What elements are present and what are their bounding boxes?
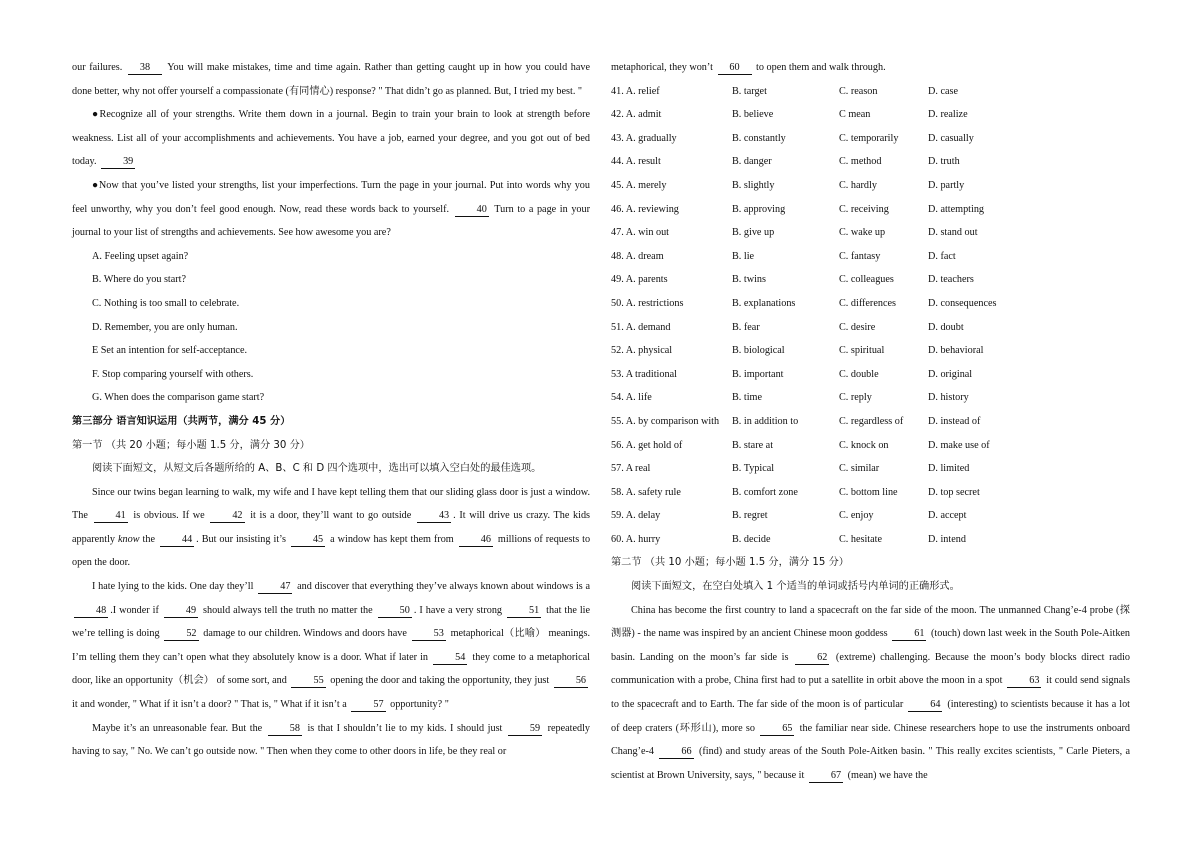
text: a window has kept them from (330, 533, 454, 545)
section1-heading: 第一节 （共 20 小题；每小题 1.5 分，满分 30 分） (72, 439, 310, 451)
option-cell: 45. A. merely (611, 179, 667, 191)
option-cell: 46. A. reviewing (611, 203, 679, 215)
option-cell: B. comfort zone (732, 486, 798, 498)
question-row (611, 481, 1130, 505)
option-c: C. Nothing is too small to celebrate. (92, 297, 240, 309)
text: our failures. (72, 62, 123, 73)
option-cell: C. spiritual (839, 345, 885, 357)
question-row (611, 386, 1130, 410)
text: the familiar near side. Chinese researchers hope to use the instruments onboard Chang’e-4 (611, 722, 1131, 758)
text: millions of requests to open the door. (72, 533, 591, 569)
text: metaphorical, they won’t (611, 62, 713, 73)
blank-57: 57 (351, 699, 385, 712)
option-cell: 59. A. delay (611, 510, 661, 522)
passage-paragraph-2 (72, 575, 590, 717)
text: I hate lying to the kids. One day they’ll (92, 581, 254, 593)
text: .I wonder if (110, 604, 159, 616)
option-cell: D. consequences (928, 297, 997, 309)
option-cell: 43. A. gradually (611, 132, 677, 144)
blank-47: 47 (258, 581, 292, 594)
option-cell: 44. A. result (611, 156, 661, 168)
blank-63: 63 (1007, 675, 1041, 688)
blank-51: 51 (507, 605, 541, 618)
blank-62: 62 (795, 652, 829, 665)
blank-52: 52 (164, 628, 198, 641)
blank-41: 41 (94, 510, 128, 523)
left-column (72, 56, 590, 764)
question-options-list (611, 80, 1130, 552)
text: metaphorical（比喻） meanings. I’m telling them they can’t open what they absolutely know is a door. What if later in (72, 628, 591, 663)
text: ●Recognize all of your strengths. Write them down in a journal. Begin to train your brain to look at strength before weakness. List all of your accomplishments and achievements. You have a job, earned your degree, and you got out of bed today. (72, 109, 590, 168)
blank-61: 61 (892, 628, 926, 641)
text: (mean) we have the (847, 769, 928, 781)
option-cell: C. desire (839, 321, 876, 333)
option-cell: D. intend (928, 533, 966, 545)
blank-48: 48 (74, 605, 108, 618)
option-cell: 42. A. admit (611, 109, 662, 121)
text: . But our insisting it’s (196, 533, 286, 545)
blank-67: 67 (809, 770, 843, 783)
option-cell: 55. A. by comparison with (611, 415, 720, 427)
text: (extreme) challenging. Because the moon’s body blocks direct radio communication with a probe, China first had to put a satellite in orbit above the moon in a spot (611, 651, 1131, 687)
paragraph-strengths (72, 103, 590, 174)
option-cell: B. believe (732, 109, 774, 121)
text: the (142, 533, 155, 545)
text: Maybe it’s an unreasonable fear. But the (92, 722, 263, 734)
option-cell: D. stand out (928, 227, 978, 239)
option-cell: C. method (839, 156, 882, 168)
text: (find) and study areas of the South Pole-Aitken basin. " This really excites scientists, " Carle Pieters, a scientist at Brown University, says, " because it (611, 746, 1131, 781)
text: (touch) down last week in the South Pole-Aitken basin. Landing on the moon’s far side is (611, 628, 1131, 663)
option-cell: C. wake up (839, 227, 886, 239)
option-cell: D. fact (928, 250, 956, 262)
question-row (611, 268, 1130, 292)
option-cell: 56. A. get hold of (611, 439, 683, 451)
option-cell: C mean (839, 109, 871, 121)
passage-paragraph-1 (72, 481, 590, 575)
blank-45: 45 (291, 534, 325, 547)
text: ●Now that you’ve listed your strengths, list your imperfections. Turn the page in your journal. Put into words why you feel unworthy, why you don’t feel good enough. Now, read these words back to yourself. (72, 179, 590, 215)
question-row (611, 316, 1130, 340)
question-row (611, 80, 1130, 104)
option-cell: B. fear (732, 321, 760, 333)
text: it and wonder, " What if it isn’t a door? " That is, " What if it isn’t a (72, 699, 347, 711)
option-cell: B. Typical (732, 463, 775, 475)
blank-43: 43 (417, 510, 451, 523)
option-e: E Set an intention for self-acceptance. (92, 345, 248, 357)
option-cell: D. case (928, 85, 958, 97)
option-cell: C. colleagues (839, 274, 894, 286)
text: is that I shouldn’t lie to my kids. I should just (307, 722, 503, 734)
option-cell: D. accept (928, 510, 967, 522)
option-cell: C. differences (839, 297, 896, 309)
option-cell: 58. A. safety rule (611, 486, 681, 498)
text: it is a door, they’ll want to go outside (250, 510, 412, 522)
option-cell: D. doubt (928, 321, 964, 333)
text: damage to our children. Windows and doors have (203, 628, 407, 640)
text: repeatedly having to say, " No. We can’t go outside now. " Then when they come to other doors in life, be they real or (72, 722, 591, 758)
option-cell: C. reason (839, 85, 878, 97)
option-cell: 52. A. physical (611, 345, 673, 357)
option-cell: C. regardless of (839, 415, 904, 427)
blank-44: 44 (160, 534, 194, 547)
option-cell: 60. A. hurry (611, 533, 661, 545)
option-cell: B. constantly (732, 132, 786, 144)
option-cell: B. time (732, 392, 762, 404)
option-b: B. Where do you start? (92, 274, 187, 286)
paragraph-imperfections (72, 174, 590, 245)
text: opportunity? " (390, 699, 449, 711)
text: . It will drive us crazy. The kids apparently (72, 510, 591, 545)
option-cell: C. enjoy (839, 510, 874, 522)
option-cell: D. top secret (928, 486, 980, 498)
question-row (611, 127, 1130, 151)
blank-55: 55 (291, 675, 325, 688)
question-row (611, 410, 1130, 434)
option-cell: 53. A traditional (611, 368, 677, 380)
question-row (611, 339, 1130, 363)
blank-56: 56 (554, 675, 588, 688)
question-row (611, 221, 1130, 245)
option-cell: C. similar (839, 463, 880, 475)
section2-instruction: 阅读下面短文，在空白处填入 1 个适当的单词或括号内单词的正确形式。 (631, 581, 960, 593)
text: opening the door and taking the opportunity, they just (330, 675, 550, 687)
question-row (611, 103, 1130, 127)
text: and discover that everything they’ve always known about windows is a (297, 581, 591, 593)
option-cell: D. attempting (928, 203, 985, 215)
text: Turn to a page in your journal to your list of strengths and achievements. See how awesome you are? (72, 203, 590, 239)
option-cell: D. instead of (928, 415, 981, 427)
text: . I have a very strong (413, 604, 503, 616)
option-cell: B. biological (732, 345, 785, 357)
blank-66: 66 (659, 746, 693, 759)
option-cell: B. danger (732, 156, 772, 168)
text: (interesting) to scientists because it has a lot of deep craters (环形山), more so (611, 699, 1130, 734)
change-passage (611, 599, 1130, 788)
text: that the lie we’re telling is doing (72, 604, 591, 640)
option-cell: B. lie (732, 250, 755, 262)
blank-38: 38 (128, 62, 162, 75)
blank-50: 50 (378, 605, 412, 618)
option-cell: C. reply (839, 392, 872, 404)
blank-49: 49 (164, 605, 198, 618)
question-row (611, 150, 1130, 174)
text: You will make mistakes, time and time again. Rather than getting caught up in how you could have done better, why not offer yourself a compassionate (有同情心) response? " That didn’t go as planned. But, I tried my best. " (72, 62, 591, 97)
option-cell: B. decide (732, 533, 771, 545)
text: should always tell the truth no matter the (203, 604, 373, 616)
question-row (611, 198, 1130, 222)
option-cell: B. give up (732, 227, 775, 239)
option-cell: 51. A. demand (611, 321, 671, 333)
option-g: G. When does the comparison game start? (92, 392, 265, 404)
question-row (611, 504, 1130, 528)
option-cell: B. in addition to (732, 415, 799, 427)
passage-continuation (611, 56, 1130, 80)
text: they come to a metaphorical door, like an opportunity（机会） of some sort, and (72, 651, 590, 687)
option-cell: B. regret (732, 510, 768, 522)
option-cell: C. receiving (839, 203, 889, 215)
option-cell: C. double (839, 368, 879, 380)
blank-60: 60 (718, 62, 752, 75)
option-cell: 47. A. win out (611, 227, 670, 239)
italic-know: know (118, 533, 140, 545)
option-cell: B. twins (732, 274, 766, 286)
question-row (611, 434, 1130, 458)
question-row (611, 363, 1130, 387)
option-cell: 50. A. restrictions (611, 297, 684, 309)
option-cell: D. history (928, 392, 969, 404)
option-cell: C. hesitate (839, 533, 883, 545)
option-cell: D. realize (928, 109, 968, 121)
blank-54: 54 (433, 652, 467, 665)
option-cell: 57. A real (611, 463, 651, 475)
option-cell: C. knock on (839, 439, 889, 451)
question-row (611, 292, 1130, 316)
text: to open them and walk through. (756, 62, 886, 73)
blank-46: 46 (459, 534, 493, 547)
question-row (611, 174, 1130, 198)
option-cell: D. casually (928, 132, 974, 144)
option-cell: C. hardly (839, 179, 877, 191)
option-cell: 48. A. dream (611, 250, 664, 262)
option-d: D. Remember, you are only human. (92, 321, 238, 333)
text: it could send signals to the spacecraft and to Earth. The far side of the moon is of particular (611, 675, 1130, 711)
option-cell: B. stare at (732, 439, 774, 451)
option-cell: D. make use of (928, 439, 990, 451)
option-cell: B. important (732, 368, 784, 380)
option-cell: D. partly (928, 179, 965, 191)
part3-heading: 第三部分 语言知识运用（共两节，满分 45 分） (72, 415, 291, 427)
option-cell: B. target (732, 85, 767, 97)
blank-42: 42 (210, 510, 244, 523)
option-cell: C. fantasy (839, 250, 881, 262)
section2-heading: 第二节 （共 10 小题；每小题 1.5 分，满分 15 分） (611, 557, 849, 569)
blank-53: 53 (412, 628, 446, 641)
section1-instruction: 阅读下面短文，从短文后各题所给的 A、B、C 和 D 四个选项中，选出可以填入空白处的最佳选项。 (92, 463, 542, 475)
option-cell: D. limited (928, 463, 970, 475)
blank-39: 39 (101, 156, 135, 169)
paragraph-failures (72, 56, 590, 103)
option-cell: D. original (928, 368, 973, 380)
text: is obvious. If we (133, 510, 205, 522)
text: China has become the first country to land a spacecraft on the far side of the moon. The unmanned Chang’e-4 probe (探测器) - the name was inspired by an ancient Chinese moon goddess (611, 604, 1130, 640)
question-row (611, 528, 1130, 552)
blank-65: 65 (760, 723, 794, 736)
passage-paragraph-3 (72, 717, 590, 764)
option-cell: B. slightly (732, 179, 775, 191)
blank-40: 40 (455, 204, 489, 217)
text: Since our twins began learning to walk, my wife and I have kept telling them that our sliding glass door is just a window. The (72, 486, 590, 522)
option-cell: C. bottom line (839, 486, 898, 498)
option-cell: 54. A. life (611, 392, 652, 404)
option-cell: 49. A. parents (611, 274, 668, 286)
option-cell: B. approving (732, 203, 786, 215)
option-cell: 41. A. relief (611, 85, 660, 97)
option-cell: D. truth (928, 156, 960, 168)
option-cell: C. temporarily (839, 132, 899, 144)
question-row (611, 245, 1130, 269)
option-cell: B. explanations (732, 297, 796, 309)
right-column (611, 56, 1130, 787)
option-cell: D. teachers (928, 274, 974, 286)
option-cell: D. behavioral (928, 345, 984, 357)
blank-58: 58 (268, 723, 302, 736)
blank-59: 59 (508, 723, 542, 736)
option-a: A. Feeling upset again? (92, 250, 189, 262)
question-row (611, 457, 1130, 481)
option-f: F. Stop comparing yourself with others. (92, 368, 254, 380)
blank-64: 64 (908, 699, 942, 712)
